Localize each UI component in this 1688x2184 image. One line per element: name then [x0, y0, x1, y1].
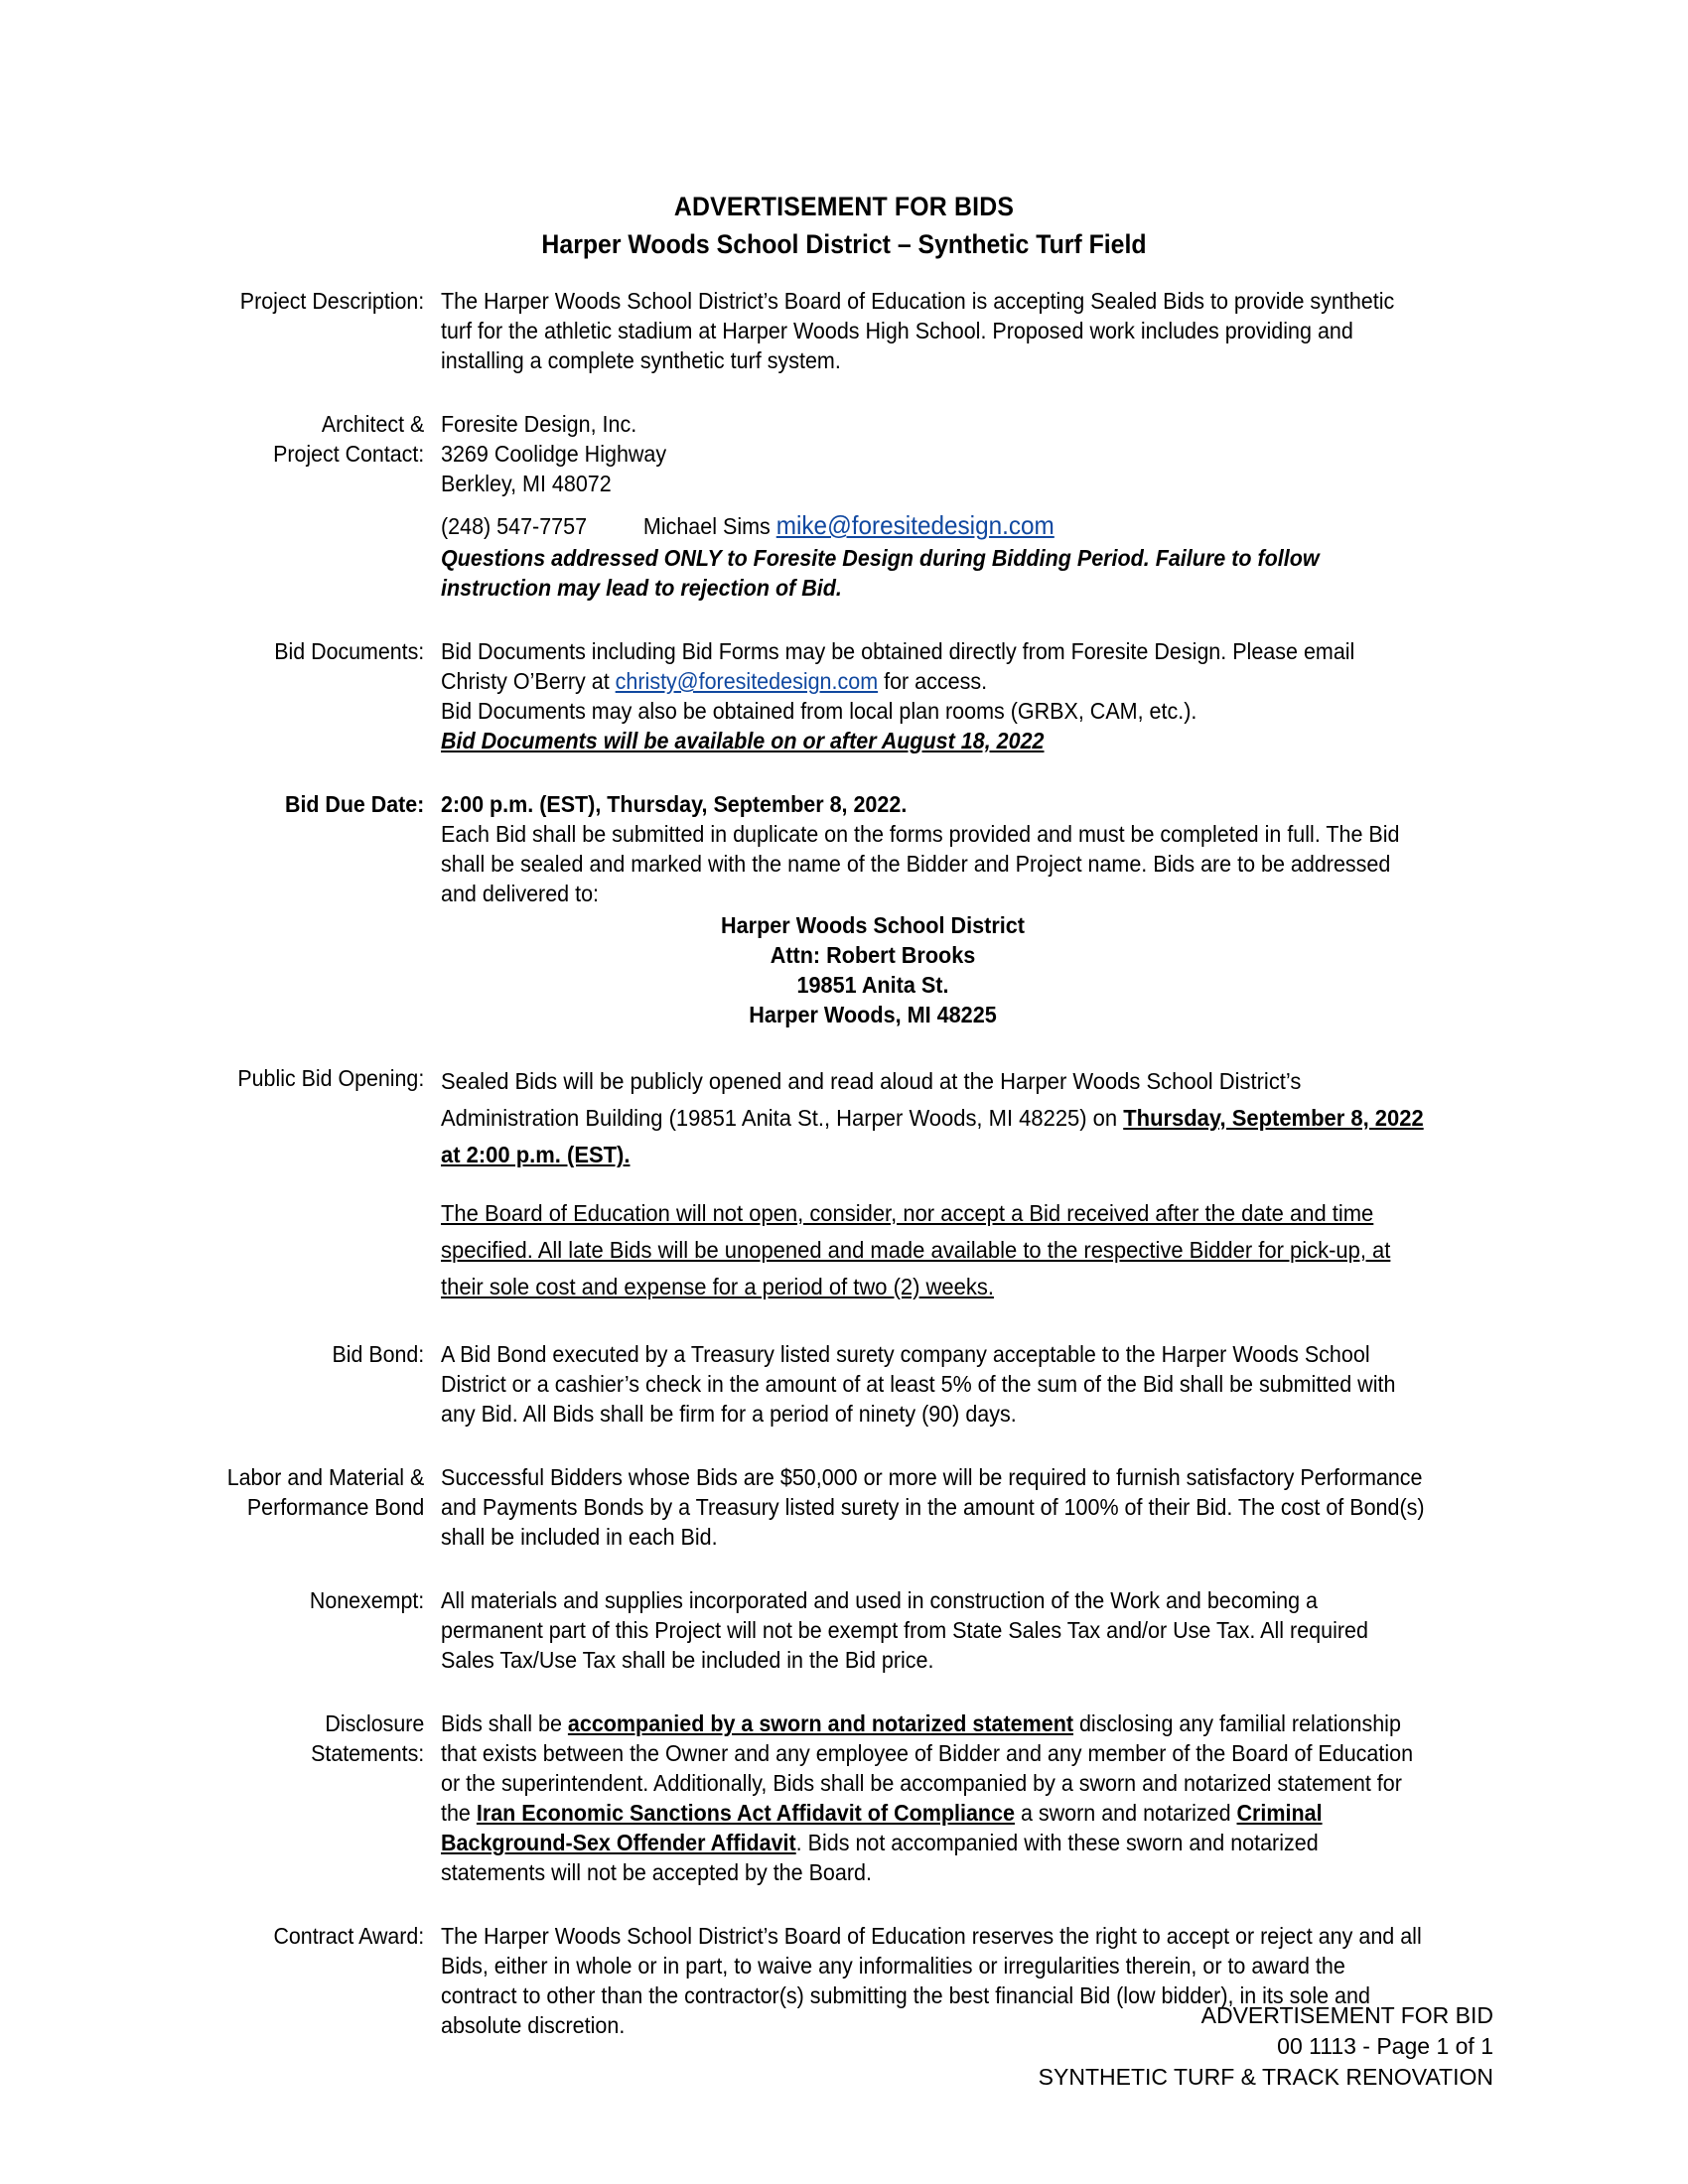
bid-documents-text-1-tail: for access.	[878, 668, 988, 694]
section-performance-bond	[195, 1462, 1493, 1552]
public-bid-opening-paragraph-1	[441, 1063, 1425, 1173]
section-public-bid-opening	[195, 1063, 1493, 1305]
label-bid-bond: Bid Bond:	[332, 1341, 425, 1367]
body-project-description	[441, 286, 1493, 375]
contract-award-text: The Harper Woods School District’s Board of Education reserves the right to accept or reject any and all Bids, either in whole or in part, to waive any informalities or irregularities therein, or to award the contract to other than the contractor(s) submitting the best financial Bid (low bidder), in its sole and absolute discretion.	[441, 1923, 1422, 2038]
bid-bond-text: A Bid Bond executed by a Treasury listed surety company acceptable to the Harper Woods School District or a cashier’s check in the amount of at least 5% of the sum of the Bid shall be submitted with any Bid. All Bids shall be firm for a period of ninety (90) days.	[441, 1341, 1396, 1427]
architect-contact-name: Michael Sims	[642, 513, 771, 539]
body-architect-contact	[441, 409, 1493, 603]
architect-city-state-zip: Berkley, MI 48072	[441, 471, 612, 496]
page-footer	[1039, 2000, 1493, 2093]
label-architect-contact	[211, 409, 441, 469]
body-nonexempt	[441, 1585, 1493, 1675]
section-bid-due-date	[195, 789, 1493, 1029]
nonexempt-text: All materials and supplies incorporated and used in construction of the Work and becoming a permanent part of this Project will not be exempt from State Sales Tax and/or Use Tax. All required Sales Tax/Use Tax shall be included in the Bid price.	[441, 1587, 1368, 1673]
label-performance-bond	[211, 1462, 441, 1522]
bid-due-date-instructions: Each Bid shall be submitted in duplicate on the forms provided and must be completed in full. The Bid shall be sealed and marked with the name of the Bidder and Project name. Bids are to be addressed and delivered to:	[441, 821, 1400, 906]
disclosure-text-3: a sworn and notarized	[1014, 1800, 1237, 1826]
label-public-bid-opening: Public Bid Opening:	[237, 1065, 425, 1091]
architect-notice: Questions addressed ONLY to Foresite Design during Bidding Period. Failure to follow instruction may lead to rejection of Bid.	[441, 545, 1320, 601]
label-contract-award: Contract Award:	[273, 1923, 425, 1949]
architect-street: 3269 Coolidge Highway	[441, 441, 667, 467]
document-subtitle: Harper Woods School District – Synthetic Turf Field	[541, 229, 1147, 259]
footer-line-1: ADVERTISEMENT FOR BID	[1200, 2002, 1493, 2028]
footer-line-3: SYNTHETIC TURF & TRACK RENOVATION	[1038, 2064, 1493, 2090]
label-nonexempt: Nonexempt:	[309, 1587, 425, 1613]
public-bid-opening-paragraph-2: The Board of Education will not open, consider, nor accept a Bid received after the date and time specified. All late Bids will be unopened and made available to the respective Bidder for pick-up, at their sole cost and expense for a period of two (2) weeks.	[441, 1200, 1391, 1299]
address-line-4: Harper Woods, MI 48225	[749, 1002, 997, 1027]
address-line-1: Harper Woods School District	[721, 912, 1025, 938]
public-bid-opening-text: Sealed Bids will be publicly opened and read aloud at the Harper Woods School District’s Administration Building (19851 Anita St., Harper Woods, MI 48225) on	[441, 1068, 1302, 1131]
disclosure-text-1: Bids shall be	[441, 1710, 568, 1736]
label-disclosure-statements: Disclosure Statements:	[311, 1710, 425, 1766]
body-public-bid-opening	[441, 1063, 1493, 1305]
disclosure-emphasis-sworn-statement: accompanied by a sworn and notarized statement	[567, 1710, 1073, 1736]
bid-delivery-address	[441, 910, 1493, 1029]
footer-line-2: 00 1113 - Page 1 of 1	[1277, 2033, 1493, 2059]
section-project-description	[195, 286, 1493, 375]
address-line-2: Attn: Robert Brooks	[770, 942, 976, 968]
section-nonexempt	[195, 1585, 1493, 1675]
bid-documents-email-link[interactable]: christy@foresitedesign.com	[615, 668, 879, 694]
disclosure-text-2: disclosing any familial relationship that exists between the Owner and any employee of Bidder and any member of the Board of Education or the superintendent. Additionally, Bids shall be accompanied by a sworn and notarized statement for the	[441, 1710, 1414, 1826]
bid-documents-paragraph	[441, 636, 1425, 696]
project-description-text: The Harper Woods School District’s Board of Education is accepting Sealed Bids to provide synthetic turf for the athletic stadium at Harper Woods High School. Proposed work includes providing and installing a complete synthetic turf system.	[441, 288, 1395, 373]
body-bid-due-date	[441, 789, 1493, 1029]
section-bid-documents	[195, 636, 1493, 755]
bid-documents-availability: Bid Documents will be available on or after August 18, 2022	[441, 728, 1045, 753]
label-performance-bond-line2: Performance Bond	[246, 1494, 425, 1520]
label-bid-due-date: Bid Due Date:	[285, 791, 425, 817]
architect-phone: (248) 547-7757	[441, 513, 588, 539]
bid-documents-text-1: Bid Documents including Bid Forms may be obtained directly from Foresite Design. Please email Christy O’Berry at	[441, 638, 1355, 694]
section-architect-contact	[195, 409, 1493, 603]
address-line-3: 19851 Anita St.	[796, 972, 949, 998]
label-architect-line2: Project Contact:	[273, 441, 425, 467]
bid-documents-text-2: Bid Documents may also be obtained from local plan rooms (GRBX, CAM, etc.).	[441, 698, 1197, 724]
body-bid-bond	[441, 1339, 1493, 1429]
disclosure-emphasis-criminal-affidavit: Criminal Background-Sex Offender Affidavit	[441, 1800, 1323, 1855]
architect-phone-row	[441, 510, 1425, 541]
body-disclosure-statements	[441, 1708, 1493, 1887]
architect-email-link[interactable]: mike@foresitedesign.com	[775, 510, 1055, 540]
body-performance-bond	[441, 1462, 1493, 1552]
label-project-description: Project Description:	[239, 288, 425, 314]
bid-due-date-value: 2:00 p.m. (EST), Thursday, September 8, 2022.	[441, 791, 908, 817]
disclosure-emphasis-iran-affidavit: Iran Economic Sanctions Act Affidavit of Compliance	[476, 1800, 1015, 1826]
section-disclosure-statements	[195, 1708, 1493, 1887]
section-bid-bond	[195, 1339, 1493, 1429]
disclosure-paragraph	[441, 1708, 1425, 1887]
label-architect-line1: Architect &	[321, 411, 425, 437]
body-bid-documents	[441, 636, 1493, 755]
document-header	[0, 189, 1688, 264]
label-bid-documents: Bid Documents:	[274, 638, 425, 664]
performance-bond-text: Successful Bidders whose Bids are $50,000 or more will be required to furnish satisfactory Performance and Payments Bonds by a Treasury listed surety in the amount of 100% of their Bid. The cost of Bond(s) shall be included in each Bid.	[441, 1464, 1425, 1550]
disclosure-text-4: . Bids not accompanied with these sworn and notarized statements will not be accepted by the Board.	[441, 1830, 1319, 1885]
architect-company: Foresite Design, Inc.	[441, 411, 637, 437]
label-performance-bond-line1: Labor and Material &	[226, 1464, 425, 1490]
document-body	[195, 286, 1493, 2066]
public-bid-opening-datetime: Thursday, September 8, 2022 at 2:00 p.m. (EST).	[441, 1105, 1424, 1167]
document-title: ADVERTISEMENT FOR BIDS	[673, 192, 1015, 221]
